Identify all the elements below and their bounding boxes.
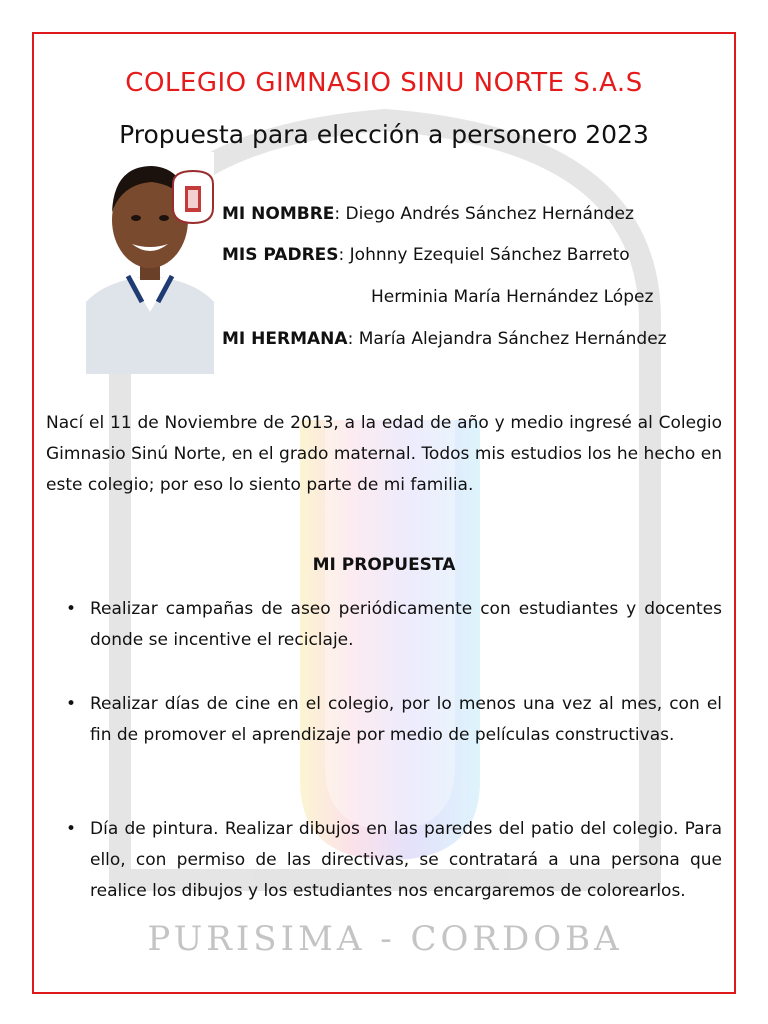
sister-value: : María Alejandra Sánchez Hernández bbox=[347, 329, 667, 349]
list-item bbox=[66, 814, 722, 907]
parents-line bbox=[222, 245, 630, 265]
proposal-title: Propuesta para elección a personero 2023 bbox=[119, 120, 649, 149]
proposal-item-3: Día de pintura. Realizar dibujos en las paredes del patio del colegio. Para ello, con permiso de las directivas, se contratará a una persona que realice los dibujos y los estudiantes nos encargaremos de colorearlos. bbox=[90, 819, 722, 901]
parents-label: MIS PADRES bbox=[222, 245, 339, 265]
proposal-item-2: Realizar días de cine en el colegio, por lo menos una vez al mes, con el fin de promover el aprendizaje por medio de películas constructivas. bbox=[90, 694, 722, 745]
sister-label: MI HERMANA bbox=[222, 329, 348, 349]
name-label: MI NOMBRE bbox=[222, 204, 335, 224]
school-crest-icon bbox=[168, 168, 218, 226]
proposal-heading: MI PROPUESTA bbox=[312, 555, 456, 575]
school-title: COLEGIO GIMNASIO SINU NORTE S.A.S bbox=[125, 68, 643, 98]
bio-paragraph: Nací el 11 de Noviembre de 2013, a la edad de año y medio ingresé al Colegio Gimnasio Sinú Norte, en el grado maternal. Todos mis estudios los he hecho en este colegio; por eso lo siento parte de mi familia. bbox=[46, 413, 722, 495]
name-value: : Diego Andrés Sánchez Hernández bbox=[334, 204, 634, 224]
bullet-icon: • bbox=[66, 694, 77, 714]
parent-1: : Johnny Ezequiel Sánchez Barreto bbox=[338, 245, 630, 265]
parent-2: Herminia María Hernández López bbox=[371, 287, 654, 307]
bullet-icon: • bbox=[66, 819, 77, 839]
list-item bbox=[66, 594, 722, 656]
name-line bbox=[222, 204, 634, 224]
watermark-text: PURISIMA - CORDOBA bbox=[147, 919, 623, 959]
proposal-item-1: Realizar campañas de aseo periódicamente con estudiantes y docentes donde se incentive el reciclaje. bbox=[90, 599, 722, 650]
bullet-icon: • bbox=[66, 599, 77, 619]
sister-line bbox=[222, 329, 667, 349]
list-item bbox=[66, 689, 722, 751]
